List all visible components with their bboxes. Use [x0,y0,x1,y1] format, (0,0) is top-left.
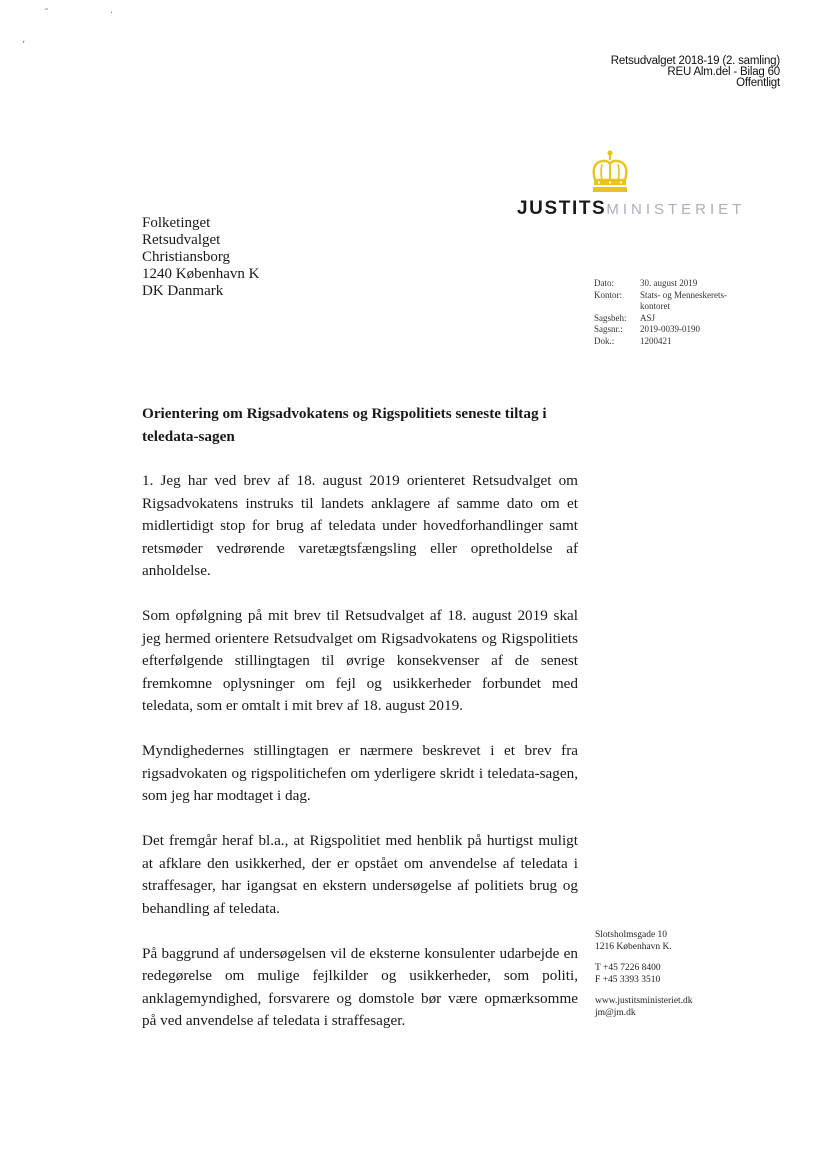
recipient-line: DK Danmark [142,283,224,299]
phone-line: T +45 7226 8400 [595,963,661,973]
stamp-status: Offentligt [736,77,780,89]
meta-value: Stats- og Menneskerets-kontoret [640,289,727,311]
scan-speck: ʼ [22,40,26,51]
meta-row-document [594,336,740,348]
footer-web [595,996,693,1019]
meta-label: Dato: [594,278,614,288]
meta-label: Dok.: [594,335,615,346]
ministry-wordmark [517,198,745,220]
footer-address [595,930,693,953]
body-paragraph: 1. Jeg har ved brev af 18. august 2019 orienteret Retsudvalget om Rigsadvokatens instruks til landets anklagere af samme dato om et midlertidigt stop for brug af teledata under hovedforhandlinger samt retsmøder vedrørende varetægtsfængsling eller opretholdelse af anholdelse. [142,472,578,579]
wordmark-light: MINISTERIET [606,201,746,218]
contact-footer [595,930,693,1029]
address-line: Slotsholmsgade 10 [595,930,668,940]
stamp-reference: REU Alm.del - Bilag 60 [667,66,780,78]
meta-value: ASJ [640,312,656,323]
footer-phones [595,963,693,986]
meta-row-case-number [594,324,740,336]
body-paragraph: Myndighedernes stillingtagen er nærmere beskrevet i et brev fra rigsadvokaten og rigspolitichefen om yderligere skridt i teledata-sagen, som jeg har modtaget i dag. [142,742,578,804]
meta-row-office [594,290,740,313]
stamp-committee: Retsudvalget 2018-19 (2. samling) [610,55,780,67]
letter-body [142,403,578,1055]
recipient-line: Folketinget [142,215,211,231]
scan-speck: ˇ [44,8,49,19]
recipient-address [142,215,259,300]
recipient-line: Christiansborg [142,249,231,265]
body-paragraph: På baggrund af undersøgelsen vil de eksterne konsulenter udarbejde en redegørelse om mulige fejlkilder og usikkerheder, som politi, anklagemyndighed, forsvarere og domstole bør være opmærksomme på ved anvendelse af teledata i straffesager. [142,944,578,1029]
subject-heading: Orientering om Rigsadvokatens og Rigspolitiets seneste tiltag i teledata-sagen [142,405,547,445]
email-link[interactable]: jm@jm.dk [595,1007,636,1018]
meta-label: Kontor: [594,289,622,300]
meta-value: 30. august 2019 [640,278,698,288]
case-metadata [594,278,740,347]
crown-icon [585,150,635,194]
meta-value: 2019-0039-0190 [640,324,700,334]
wordmark-bold: JUSTITS [517,198,607,219]
document-stamp [611,56,780,89]
address-line: 1216 København K. [595,941,672,952]
recipient-line: Retsudvalget [142,232,221,248]
meta-label: Sagsnr.: [594,324,623,334]
body-paragraph: Det fremgår heraf bl.a., at Rigspolitiet med henblik på hurtigst muligt at afklare den usikkerhed, der er opstået om anvendelse af teledata i straffesager, har igangsat en ekstern undersøgelse af politiets brug og behandling af teledata. [142,832,578,917]
body-paragraph: Som opfølgning på mit brev til Retsudvalget af 18. august 2019 skal jeg hermed orientere Retsudvalget om Rigsadvokatens og Rigspolitiets efterfølgende stillingtagen til øvrige konsekvenser af de senest fremkomne oplysninger om fejl og usikkerheder forbundet med teledata, som er omtalt i mit brev af 18. august 2019. [142,607,578,714]
meta-label: Sagsbeh: [594,312,627,323]
fax-line: F +45 3393 3510 [595,974,661,985]
meta-row-date [594,278,740,290]
scan-speck: · [110,8,114,19]
meta-value: 1200421 [640,335,672,346]
meta-row-caseworker [594,313,740,325]
recipient-line: 1240 København K [142,266,260,282]
ministry-logo [517,150,746,220]
website-link[interactable]: www.justitsministeriet.dk [595,996,693,1006]
